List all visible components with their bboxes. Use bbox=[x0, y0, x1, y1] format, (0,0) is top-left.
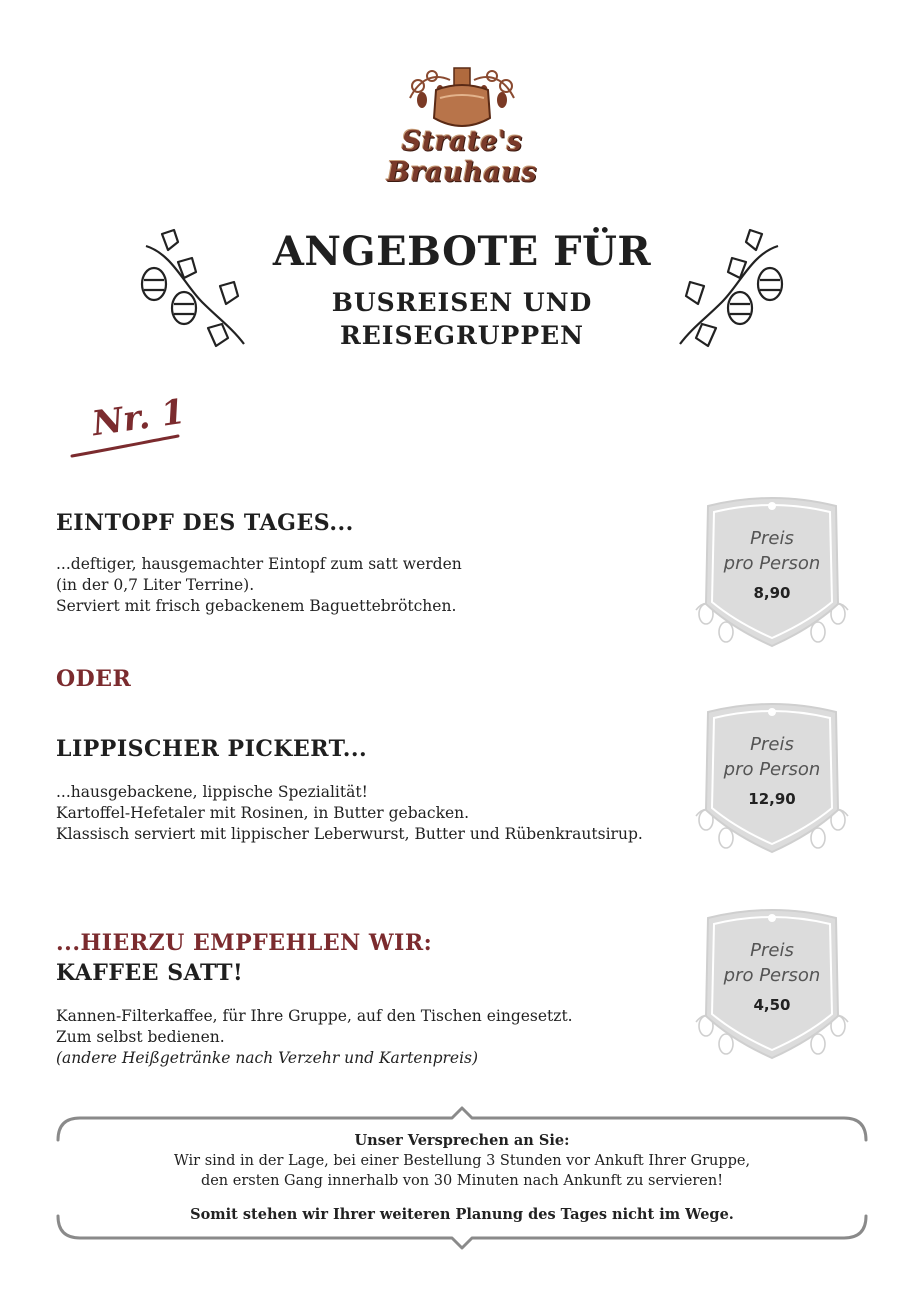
promise-line: den ersten Gang innerhalb von 30 Minuten nach Ankunft zu servieren! bbox=[200, 1173, 724, 1189]
description-line: Serviert mit frisch gebackenem Baguettebrötchen. bbox=[56, 597, 457, 615]
price-tag-eintopf bbox=[692, 492, 852, 652]
price-label-line-2: pro Person bbox=[723, 965, 821, 986]
price-tag-pickert bbox=[692, 698, 852, 858]
section-description-kaffee bbox=[56, 1006, 573, 1069]
subtitle-line-2: REISEGRUPPEN bbox=[339, 321, 585, 350]
description-line: Kartoffel-Hefetaler mit Rosinen, in Butter gebacken. bbox=[56, 804, 470, 822]
price-label bbox=[710, 732, 834, 782]
promise-line: Wir sind in der Lage, bei einer Bestellung 3 Stunden vor Ankuft Ihrer Gruppe, bbox=[173, 1153, 751, 1169]
promise-text bbox=[80, 1131, 844, 1225]
promise-closing: Somit stehen wir Ihrer weiteren Planung des Tages nicht im Wege. bbox=[190, 1206, 734, 1223]
description-line: Kannen-Filterkaffee, für Ihre Gruppe, auf den Tischen eingesetzt. bbox=[56, 1007, 573, 1025]
separator-oder: ODER bbox=[56, 666, 132, 692]
price-label bbox=[710, 526, 834, 576]
description-line: Zum selbst bedienen. bbox=[56, 1028, 225, 1046]
price-value: 4,50 bbox=[753, 996, 791, 1014]
section-description-pickert bbox=[56, 782, 643, 845]
section-title-kaffee: KAFFEE SATT! bbox=[56, 960, 244, 986]
price-label-line-1: Preis bbox=[750, 734, 794, 755]
price-label-line-2: pro Person bbox=[723, 759, 821, 780]
promise-heading: Unser Versprechen an Sie: bbox=[354, 1132, 570, 1149]
price-label-line-1: Preis bbox=[750, 528, 794, 549]
description-line: ...hausgebackene, lippische Spezialität! bbox=[56, 783, 368, 801]
price-label bbox=[710, 938, 834, 988]
page-title: ANGEBOTE FÜR bbox=[272, 228, 652, 275]
description-line: Klassisch serviert mit lippischer Leberwurst, Butter und Rübenkrautsirup. bbox=[56, 825, 643, 843]
section-description-eintopf bbox=[56, 554, 462, 617]
section-title-pickert: LIPPISCHER PICKERT... bbox=[56, 736, 368, 762]
page-subtitle bbox=[250, 286, 674, 352]
promise-spacer bbox=[80, 1191, 844, 1205]
brewery-logo-text: Strate's Brauhaus bbox=[386, 126, 538, 188]
price-value: 12,90 bbox=[748, 790, 796, 808]
description-line: (in der 0,7 Liter Terrine). bbox=[56, 576, 255, 594]
price-tag-kaffee bbox=[692, 904, 852, 1064]
hop-vine-icon bbox=[674, 224, 792, 356]
price-label-line-1: Preis bbox=[750, 940, 794, 961]
description-note: (andere Heißgetränke nach Verzehr und Kartenpreis) bbox=[56, 1049, 479, 1067]
description-line: ...deftiger, hausgemachter Eintopf zum satt werden bbox=[56, 555, 462, 573]
subtitle-line-1: BUSREISEN UND bbox=[331, 288, 593, 317]
price-value: 8,90 bbox=[753, 584, 791, 602]
section-title-eintopf: EINTOPF DES TAGES... bbox=[56, 510, 354, 536]
hop-vine-icon bbox=[132, 224, 250, 356]
price-label-line-2: pro Person bbox=[723, 553, 821, 574]
offer-number: Nr. 1 bbox=[89, 391, 188, 445]
section-kicker: ...HIERZU EMPFEHLEN WIR: bbox=[56, 930, 433, 956]
